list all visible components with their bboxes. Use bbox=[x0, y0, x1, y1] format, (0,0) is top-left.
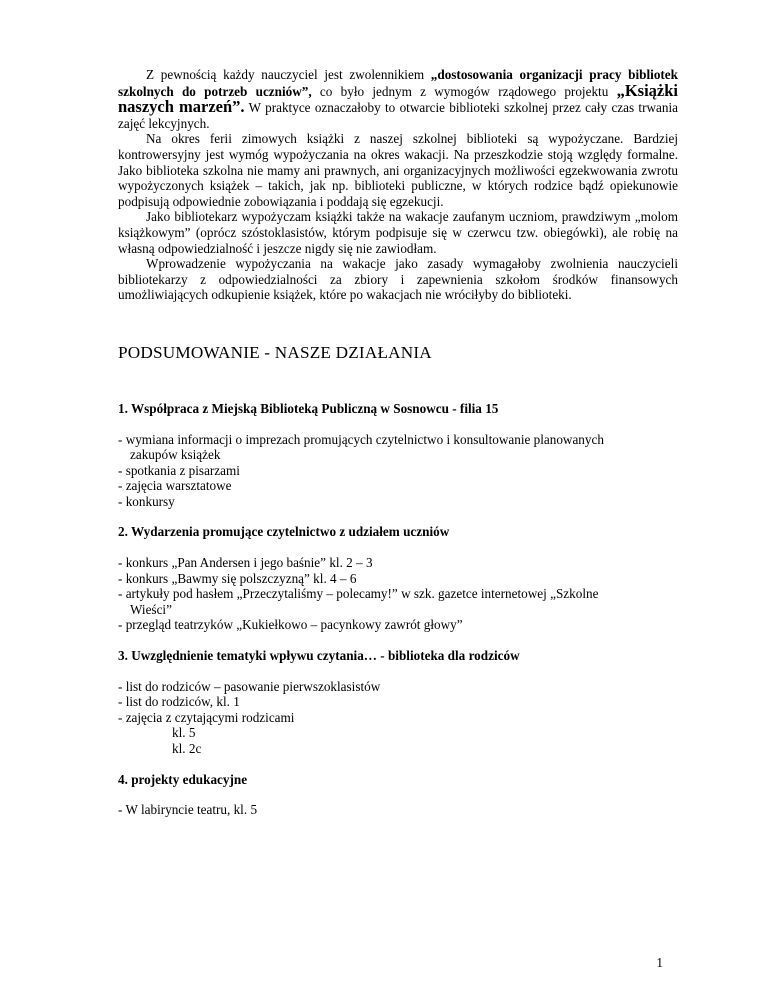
intro-text: Z pewnością każdy nauczyciel jest zwolennikiem bbox=[146, 67, 431, 82]
document-page bbox=[118, 67, 678, 818]
list-item: - konkurs „Bawmy się polszczyzną” kl. 4 – 6 bbox=[118, 570, 357, 586]
intro-paragraph-3: Jako bibliotekarz wypożyczam książki także na wakacje zaufanym uczniom, prawdziwym „molom książkowym” (oprócz szóstoklasistów, którym podpisuje się w czerwcu tzw. obiegówki), ale robię na własną odpowiedzialność i jeszcze nigdy się nie zawiodłam. bbox=[118, 209, 678, 256]
list-item: - list do rodziców, kl. 1 bbox=[118, 694, 240, 710]
section-list bbox=[118, 679, 678, 757]
list-item: - list do rodziców – pasowanie pierwszoklasistów bbox=[118, 678, 381, 694]
section-title: 4. projekty edukacyjne bbox=[118, 771, 248, 787]
list-item: - przegląd teatrzyków „Kukiełkowo – pacynkowy zawrót głowy” bbox=[118, 617, 463, 633]
list-item: - artykuły pod hasłem „Przeczytaliśmy – polecamy!” w szk. gazetce internetowej „Szkolne bbox=[118, 586, 599, 602]
section-list bbox=[118, 555, 678, 633]
project-title: „Książki naszych marzeń”. bbox=[118, 80, 678, 117]
list-item: Wieści” bbox=[130, 601, 172, 617]
list-item: - zajęcia z czytającymi rodzicami bbox=[118, 709, 295, 725]
section-title: 2. Wydarzenia promujące czytelnictwo z udziałem uczniów bbox=[118, 524, 450, 540]
list-item: - spotkania z pisarzami bbox=[118, 462, 240, 478]
list-item: kl. 2c bbox=[172, 741, 202, 756]
list-item: zakupów książek bbox=[130, 447, 221, 463]
section-list bbox=[118, 802, 678, 818]
list-item: - konkursy bbox=[118, 493, 175, 509]
list-item: kl. 5 bbox=[172, 725, 196, 741]
emphasis-text: „dostosowania organizacji pracy bibliotek szkolnych do potrzeb uczniów”, bbox=[118, 67, 678, 99]
list-item: - zajęcia warsztatowe bbox=[118, 478, 232, 494]
list-item: - konkurs „Pan Andersen i jego baśnie” kl. 2 – 3 bbox=[118, 555, 373, 571]
intro-text: co było jednym z wymogów rządowego projektu bbox=[311, 83, 617, 99]
list-item: - wymiana informacji o imprezach promujących czytelnictwo i konsultowanie planowanych bbox=[118, 431, 604, 447]
intro-text: W praktyce oznaczałoby to otwarcie biblioteki szkolnej przez cały czas trwania zajęć lekcyjnych. bbox=[118, 100, 678, 131]
intro-paragraph-1 bbox=[118, 67, 678, 131]
section-list bbox=[118, 432, 678, 510]
list-item: - W labiryncie teatru, kl. 5 bbox=[118, 802, 258, 818]
summary-heading: PODSUMOWANIE - NASZE DZIAŁANIA bbox=[118, 342, 432, 362]
page-number: 1 bbox=[656, 955, 663, 970]
section-title: 3. Uwzględnienie tematyki wpływu czytania… - biblioteka dla rodziców bbox=[118, 648, 520, 664]
intro-paragraph-2: Na okres ferii zimowych książki z naszej szkolnej biblioteki są wypożyczane. Bardziej kontrowersyjny jest wymóg wypożyczania na okres wakacji. Na przeszkodzie stoją względy formalne. Jako biblioteka szkolna nie mamy ani prawnych, ani organizacyjnych możliwości egzekwowania zwrotu wypożyczonych książek – takich, jak np. biblioteki publiczne, w których rodzice bądź opiekunowie podpisują odpowiednie zobowiązania i poddają się egzekucji. bbox=[118, 131, 678, 209]
intro-paragraph-4: Wprowadzenie wypożyczania na wakacje jako zasady wymagałoby zwolnienia nauczycieli bibliotekarzy z odpowiedzialności za zbiory i zapewnienia szkołom środków finansowych umożliwiających odkupienie książek, które po wakacjach nie wróciłyby do biblioteki. bbox=[118, 256, 678, 303]
section-title: 1. Współpraca z Miejską Biblioteką Publiczną w Sosnowcu - filia 15 bbox=[118, 400, 499, 416]
